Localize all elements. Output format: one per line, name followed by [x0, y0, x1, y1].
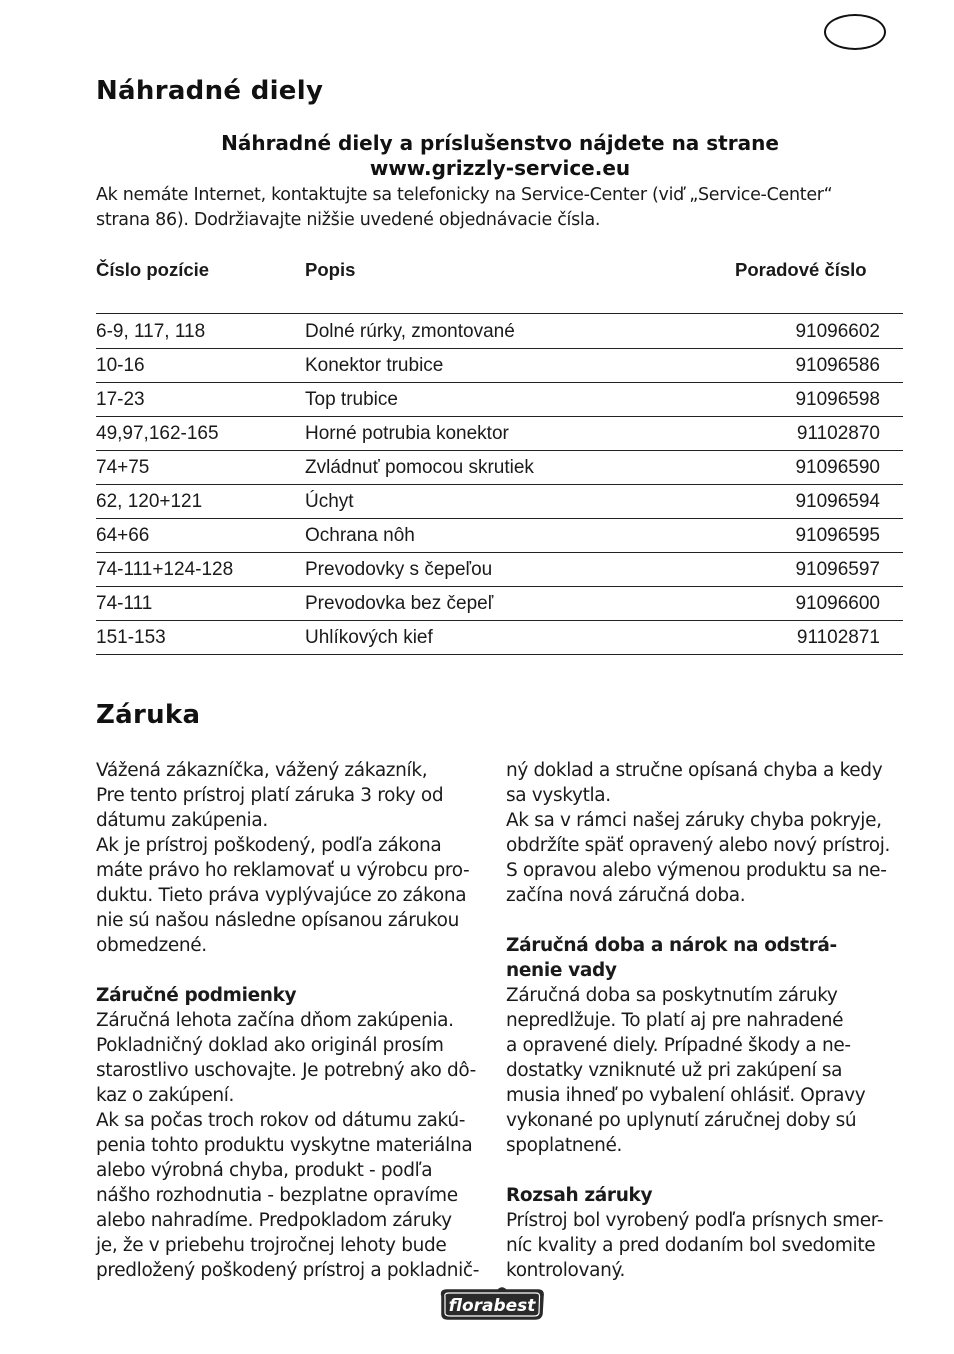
paragraph-gap — [506, 908, 902, 933]
text-line: ný doklad a stručne opísaná chyba a kedy — [506, 760, 883, 781]
text-line: Pokladničný doklad ako originál prosím — [96, 1035, 444, 1056]
cell-description: Horné potrubia konektor — [305, 417, 735, 451]
table-row — [96, 485, 903, 519]
cell-order-number: 91096586 — [735, 349, 903, 383]
cell-description: Úchyt — [305, 485, 735, 519]
column-header-description: Popis — [305, 257, 735, 314]
intro-line-1: Ak nemáte Internet, kontaktujte sa telefonicky na Service-Center (viď „Service-Center“ — [96, 185, 833, 205]
page-title: Náhradné diely — [96, 76, 324, 106]
text-line: nášho rozhodnutia - bezplatne opravíme — [96, 1185, 458, 1206]
table-row — [96, 314, 903, 349]
cell-position: 64+66 — [96, 519, 305, 553]
brand-text: florabest — [448, 1296, 536, 1316]
text-line: sa vyskytla. — [506, 785, 611, 806]
text-line: nie sú našou následne opísanou zárukou — [96, 910, 459, 931]
table-row — [96, 553, 903, 587]
service-url: www.grizzly-service.eu — [369, 156, 631, 180]
spare-parts-intro — [96, 183, 896, 233]
text-line: Záručná doba sa poskytnutím záruky — [506, 985, 838, 1006]
subtitle-line-1: Náhradné diely a príslušenstvo nájdete na strane — [221, 131, 779, 155]
text-line: Vážená zákazníčka, vážený zákazník, — [96, 760, 428, 781]
intro-line-2: strana 86). Dodržiavajte nižšie uvedené objednávacie čísla. — [96, 210, 601, 230]
text-line: Ak sa v rámci našej záruky chyba pokryje, — [506, 810, 882, 831]
text-line: níc kvality a pred dodaním bol svedomite — [506, 1235, 876, 1256]
text-line: predložený poškodený prístroj a pokladnič- — [96, 1260, 480, 1281]
cell-order-number: 91096598 — [735, 383, 903, 417]
cell-description: Dolné rúrky, zmontované — [305, 314, 735, 349]
cell-order-number: 91096597 — [735, 553, 903, 587]
cell-position: 74-111 — [96, 587, 305, 621]
cell-position: 151-153 — [96, 621, 305, 655]
cell-position: 10-16 — [96, 349, 305, 383]
cell-position: 17-23 — [96, 383, 305, 417]
cell-position: 74+75 — [96, 451, 305, 485]
cell-order-number: 91096602 — [735, 314, 903, 349]
table-header-row — [96, 257, 903, 314]
spare-parts-table — [96, 257, 903, 655]
text-line: a opravené diely. Prípadné škody a ne- — [506, 1035, 851, 1056]
cell-order-number: 91102870 — [735, 417, 903, 451]
cell-description: Zvládnuť pomocou skrutiek — [305, 451, 735, 485]
cell-description: Prevodovky s čepeľou — [305, 553, 735, 587]
text-line: Pre tento prístroj platí záruka 3 roky od — [96, 785, 444, 806]
text-line: dátumu zakúpenia. — [96, 810, 268, 831]
table-row — [96, 383, 903, 417]
text-line: Ak je prístroj poškodený, podľa zákona — [96, 835, 442, 856]
section-heading-conditions: Záručné podmienky — [96, 985, 297, 1006]
text-line: Záručná lehota začína dňom zakúpenia. — [96, 1010, 454, 1031]
section-heading-scope: Rozsah záruky — [506, 1185, 653, 1206]
text-line: obmedzené. — [96, 935, 207, 956]
country-badge — [824, 14, 886, 50]
paragraph-gap — [506, 1158, 902, 1183]
cell-order-number: 91096590 — [735, 451, 903, 485]
text-line: spoplatnené. — [506, 1135, 623, 1156]
cell-position: 62, 120+121 — [96, 485, 305, 519]
cell-position: 6-9, 117, 118 — [96, 314, 305, 349]
cell-description: Konektor trubice — [305, 349, 735, 383]
cell-description: Top trubice — [305, 383, 735, 417]
text-line: Prístroj bol vyrobený podľa prísnych smer- — [506, 1210, 884, 1231]
table-row — [96, 417, 903, 451]
table-row — [96, 621, 903, 655]
cell-description: Prevodovka bez čepeľ — [305, 587, 735, 621]
text-line: dostatky vzniknuté už pri zakúpení sa — [506, 1060, 843, 1081]
text-line: je, že v priebehu trojročnej lehoty bude — [96, 1235, 447, 1256]
text-line: máte právo ho reklamovať u výrobcu pro- — [96, 860, 470, 881]
text-line: alebo výrobná chyba, produkt - podľa — [96, 1160, 433, 1181]
text-line: S opravou alebo výmenou produktu sa ne- — [506, 860, 887, 881]
text-line: duktu. Tieto práva vyplývajúce zo zákona — [96, 885, 467, 906]
cell-order-number: 91096600 — [735, 587, 903, 621]
table-row — [96, 587, 903, 621]
cell-description: Uhlíkových kief — [305, 621, 735, 655]
warranty-left-column — [96, 758, 481, 1283]
column-header-position: Číslo pozície — [96, 257, 305, 314]
cell-order-number: 91102871 — [735, 621, 903, 655]
text-line: Ak sa počas troch rokov od dátumu zakú- — [96, 1110, 466, 1131]
text-line: starostlivo uschovajte. Je potrebný ako dô- — [96, 1060, 476, 1081]
table-row — [96, 519, 903, 553]
text-line: kontrolovaný. — [506, 1260, 625, 1281]
text-line: kaz o zakúpení. — [96, 1085, 235, 1106]
text-line: musia ihneď po vybalení ohlásiť. Opravy — [506, 1085, 866, 1106]
cell-position: 49,97,162-165 — [96, 417, 305, 451]
text-line: začína nová záručná doba. — [506, 885, 746, 906]
spare-parts-subtitle — [96, 131, 904, 181]
cell-description: Ochrana nôh — [305, 519, 735, 553]
section-heading-period: Záručná doba a nárok na odstrá- — [506, 935, 837, 956]
cell-order-number: 91096594 — [735, 485, 903, 519]
section-heading-period-cont: nenie vady — [506, 960, 617, 981]
cell-order-number: 91096595 — [735, 519, 903, 553]
florabest-logo — [438, 1286, 546, 1322]
text-line: penia tohto produktu vyskytne materiálna — [96, 1135, 473, 1156]
text-line: alebo nahradíme. Predpokladom záruky — [96, 1210, 452, 1231]
text-line: obdržíte späť opravený alebo nový prístroj. — [506, 835, 891, 856]
table-row — [96, 349, 903, 383]
cell-position: 74-111+124-128 — [96, 553, 305, 587]
text-line: nepredlžuje. To platí aj pre nahradené — [506, 1010, 844, 1031]
column-header-order-number: Poradové číslo — [735, 257, 903, 314]
warranty-title: Záruka — [96, 700, 201, 730]
table-row — [96, 451, 903, 485]
paragraph-gap — [96, 958, 481, 983]
warranty-right-column — [506, 758, 902, 1283]
text-line: vykonané po uplynutí záručnej doby sú — [506, 1110, 857, 1131]
